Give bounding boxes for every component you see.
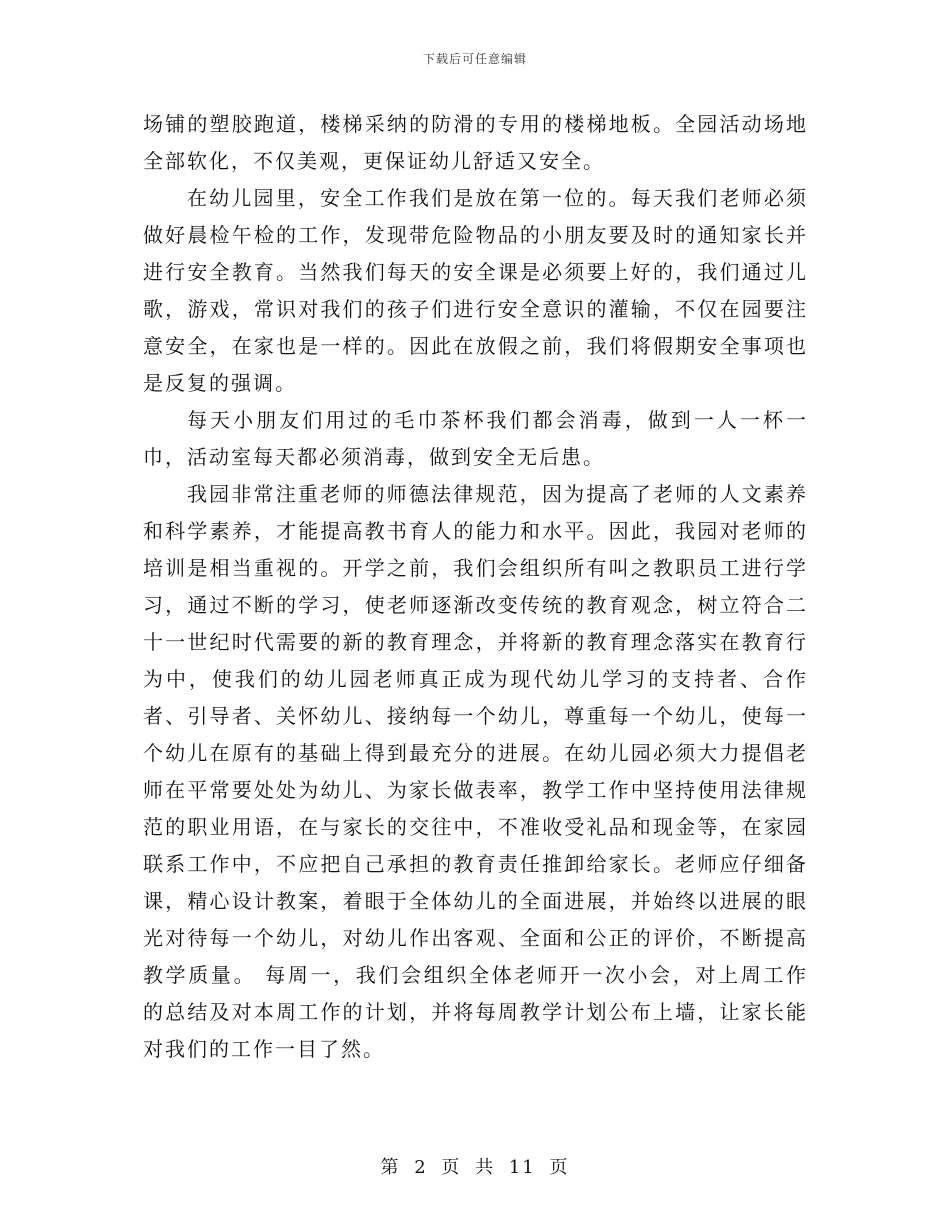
document-body — [143, 106, 808, 1068]
page-header: 下载后可任意编辑 — [422, 52, 527, 66]
page-number-footer: 第 2 页 共 11 页 — [380, 1157, 570, 1178]
paragraph-disinfection: 每天小朋友们用过的毛巾茶杯我们都会消毒，做到一人一杯一巾，活动室每天都必须消毒，做到安全无后患。 — [143, 408, 808, 469]
paragraph-teacher-ethics: 我园非常注重老师的师德法律规范，因为提高了老师的人文素养和科学素养，才能提高教书育人的能力和水平。因此，我园对老师的培训是相当重视的。开学之前，我们会组织所有叫之教职员工进行学习，通过不断的学习，使老师逐渐改变传统的教育观念，树立符合二十一世纪时代需要的新的教育理念，并将新的教育理念落实在教育行为中，使我们的幼儿园老师真正成为现代幼儿学习的支持者、合作者、引导者、关怀幼儿、接纳每一个幼儿，尊重每一个幼儿，使每一个幼儿在原有的基础上得到最充分的进展。在幼儿园必须大力提倡老师在平常要处处为幼儿、为家长做表率，教学工作中坚持使用法律规范的职业用语，在与家长的交往中，不准收受礼品和现金等，在家园联系工作中，不应把自己承担的教育责任推卸给家长。老师应仔细备课，精心设计教案，着眼于全体幼儿的全面进展，并始终以进展的眼光对待每一个幼儿，对幼儿作出客观、全面和公正的评价，不断提高教学质量。 每周一，我们会组织全体老师开一次小会，对上周工作的总结及对本周工作的计划，并将每周教学计划公布上墙，让家长能对我们的工作一目了然。 — [143, 482, 808, 1061]
paragraph-continuation: 场铺的塑胶跑道，楼梯采纳的防滑的专用的楼梯地板。全园活动场地全部软化，不仅美观，更保证幼儿舒适又安全。 — [143, 112, 808, 173]
paragraph-safety: 在幼儿园里，安全工作我们是放在第一位的。每天我们老师必须做好晨检午检的工作，发现带危险物品的小朋友要及时的通知家长并进行安全教育。当然我们每天的安全课是必须要上好的，我们通过儿歌，游戏，常识对我们的孩子们进行安全意识的灌输，不仅在园要注意安全，在家也是一样的。因此在放假之前，我们将假期安全事项也是反复的强调。 — [143, 186, 808, 395]
